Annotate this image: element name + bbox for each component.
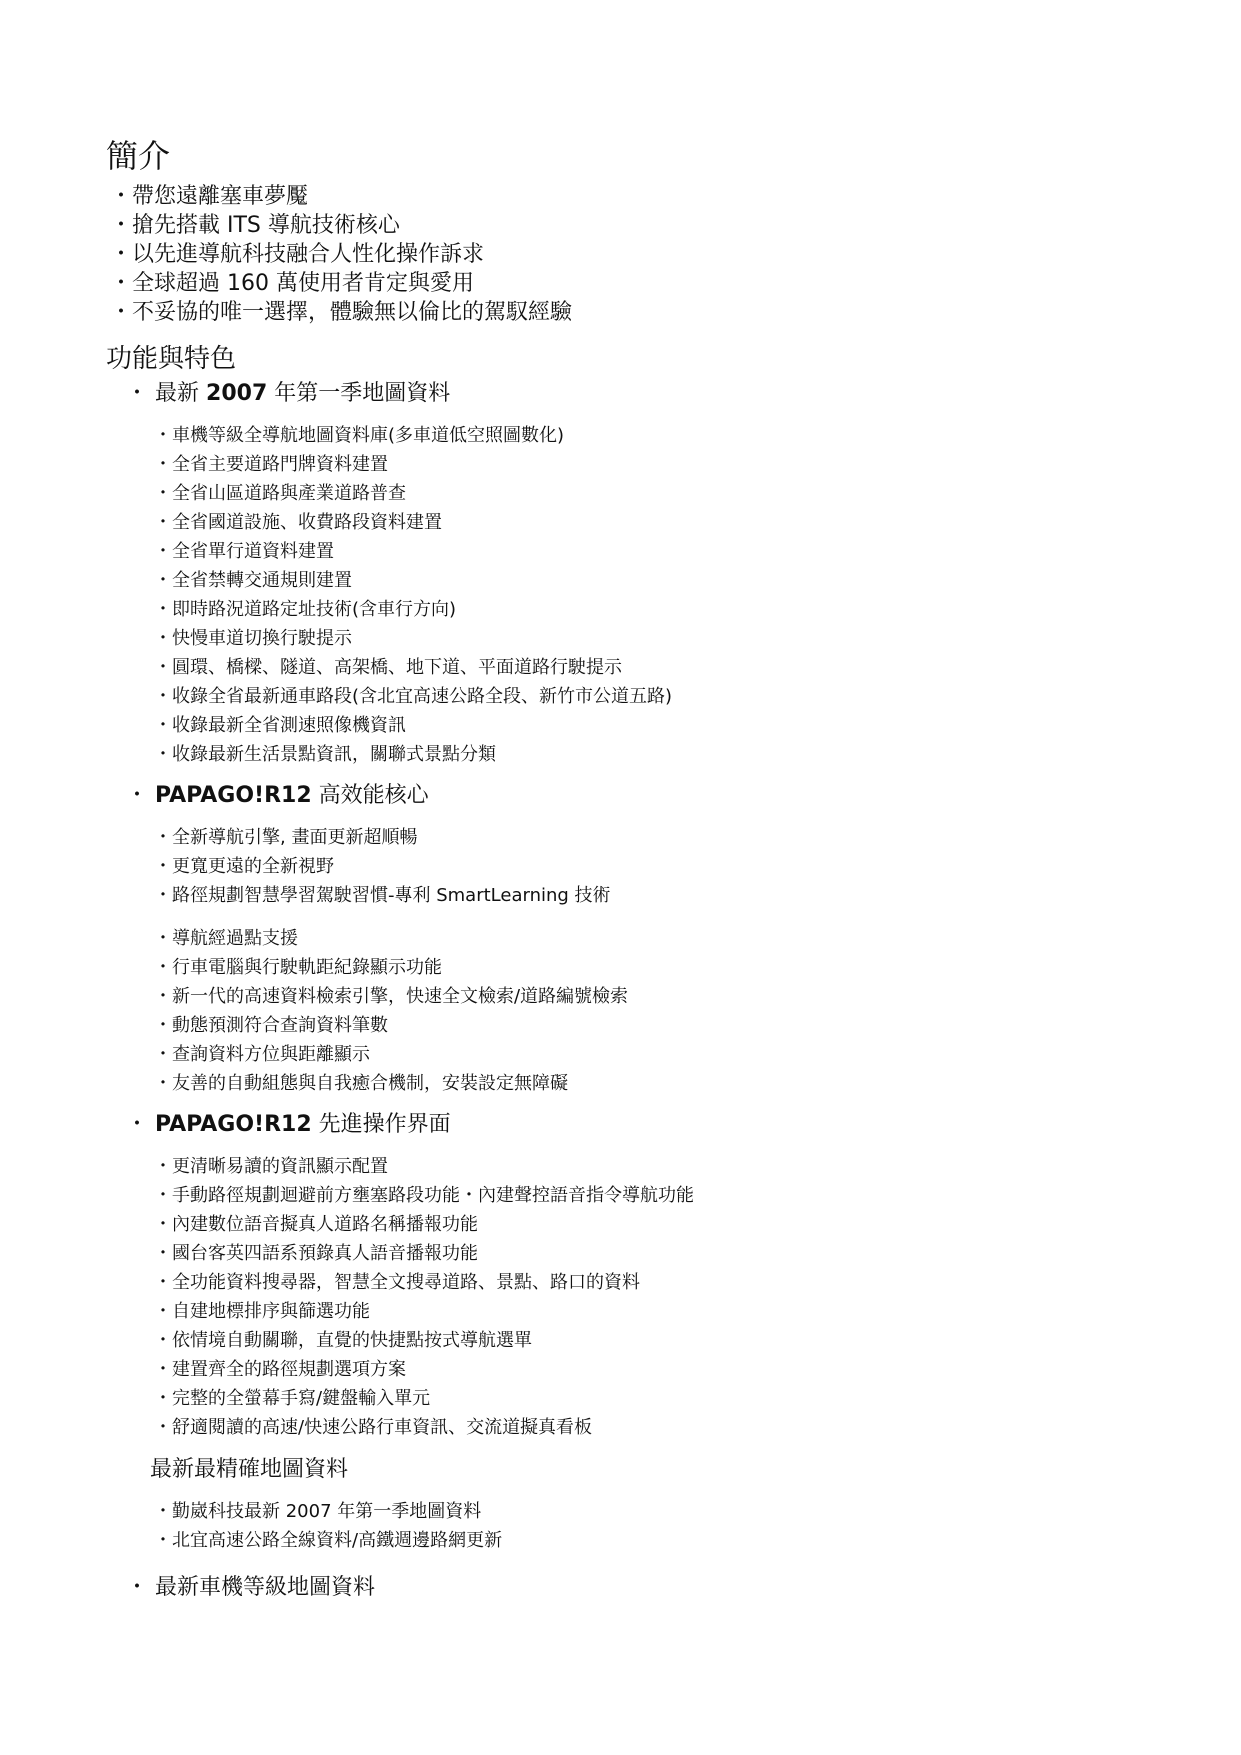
- list-item: ・勤崴科技最新 2007 年第一季地圖資料: [154, 1501, 482, 1522]
- section-heading: 最新最精確地圖資料: [150, 1457, 349, 1482]
- bullet-icon: ・: [110, 271, 133, 296]
- list-item: ・路徑規劃智慧學習駕駛習慣-專利 SmartLearning 技術: [154, 885, 611, 906]
- list-item: ・全省單行道資料建置: [154, 541, 334, 562]
- list-item: ・北宜高速公路全線資料/高鐵週邊路網更新: [154, 1530, 503, 1551]
- bullet-icon: ・: [126, 1575, 149, 1600]
- bullet-icon: ・: [126, 381, 149, 406]
- intro-item: ・以先進導航科技融合人性化操作訴求: [110, 242, 485, 267]
- list-item: ・更寬更遠的全新視野: [154, 856, 334, 877]
- list-item: ・即時路況道路定址技術(含車行方向): [154, 599, 457, 620]
- bullet-icon: ・: [126, 783, 149, 808]
- bullet-icon: ・: [110, 184, 133, 209]
- list-item: ・全省主要道路門牌資料建置: [154, 454, 388, 475]
- list-item: ・完整的全螢幕手寫/鍵盤輸入單元: [154, 1388, 431, 1409]
- intro-item: ・不妥協的唯一選擇，體驗無以倫比的駕馭經驗: [110, 300, 573, 325]
- list-item: ・車機等級全導航地圖資料庫(多車道低空照圖數化): [154, 425, 565, 446]
- features-title: 功能與特色: [106, 344, 237, 374]
- list-item: ・全省山區道路與產業道路普查: [154, 483, 406, 504]
- section-heading: ・ PAPAGO!R12 高效能核心: [126, 783, 429, 808]
- list-item: ・自建地標排序與篩選功能: [154, 1301, 370, 1322]
- section-heading: ・ 最新 2007 年第一季地圖資料: [126, 381, 451, 406]
- list-item: ・內建數位語音擬真人道路名稱播報功能: [154, 1214, 478, 1235]
- list-item: ・舒適閱讀的高速/快速公路行車資訊、交流道擬真看板: [154, 1417, 593, 1438]
- bullet-icon: ・: [110, 300, 133, 325]
- list-item: ・全新導航引擎, 畫面更新超順暢: [154, 827, 418, 848]
- intro-item: ・搶先搭載 ITS 導航技術核心: [110, 213, 400, 238]
- bullet-icon: ・: [110, 242, 133, 267]
- list-item: ・全省禁轉交通規則建置: [154, 570, 352, 591]
- bullet-icon: ・: [110, 213, 133, 238]
- list-item: ・收錄最新全省測速照像機資訊: [154, 715, 406, 736]
- list-item: ・全省國道設施、收費路段資料建置: [154, 512, 442, 533]
- list-item: ・建置齊全的路徑規劃選項方案: [154, 1359, 406, 1380]
- bullet-icon: ・: [126, 1112, 149, 1137]
- list-item: ・收錄全省最新通車路段(含北宜高速公路全段、新竹市公道五路): [154, 686, 673, 707]
- intro-item: ・帶您遠離塞車夢魘: [110, 184, 309, 209]
- intro-title: 簡介: [106, 137, 171, 175]
- list-item: ・收錄最新生活景點資訊，關聯式景點分類: [154, 744, 496, 765]
- section-heading: ・ 最新車機等級地圖資料: [126, 1575, 376, 1600]
- list-item: ・國台客英四語系預錄真人語音播報功能: [154, 1243, 478, 1264]
- list-item: ・行車電腦與行駛軌距紀錄顯示功能: [154, 957, 442, 978]
- section-heading: ・ PAPAGO!R12 先進操作界面: [126, 1112, 451, 1137]
- list-item: ・圓環、橋樑、隧道、高架橋、地下道、平面道路行駛提示: [154, 657, 622, 678]
- list-item: ・新一代的高速資料檢索引擎，快速全文檢索/道路編號檢索: [154, 986, 629, 1007]
- list-item: ・動態預測符合查詢資料筆數: [154, 1015, 388, 1036]
- list-item: ・快慢車道切換行駛提示: [154, 628, 352, 649]
- intro-item: ・全球超過 160 萬使用者肯定與愛用: [110, 271, 474, 296]
- list-item: ・全功能資料搜尋器，智慧全文搜尋道路、景點、路口的資料: [154, 1272, 640, 1293]
- list-item: ・友善的自動組態與自我癒合機制，安裝設定無障礙: [154, 1073, 568, 1094]
- list-item: ・查詢資料方位與距離顯示: [154, 1044, 370, 1065]
- list-item: ・更清晰易讀的資訊顯示配置: [154, 1156, 388, 1177]
- list-item: ・導航經過點支援: [154, 928, 298, 949]
- list-item: ・手動路徑規劃迴避前方壅塞路段功能・內建聲控語音指令導航功能: [154, 1185, 694, 1206]
- list-item: ・依情境自動關聯，直覺的快捷點按式導航選單: [154, 1330, 532, 1351]
